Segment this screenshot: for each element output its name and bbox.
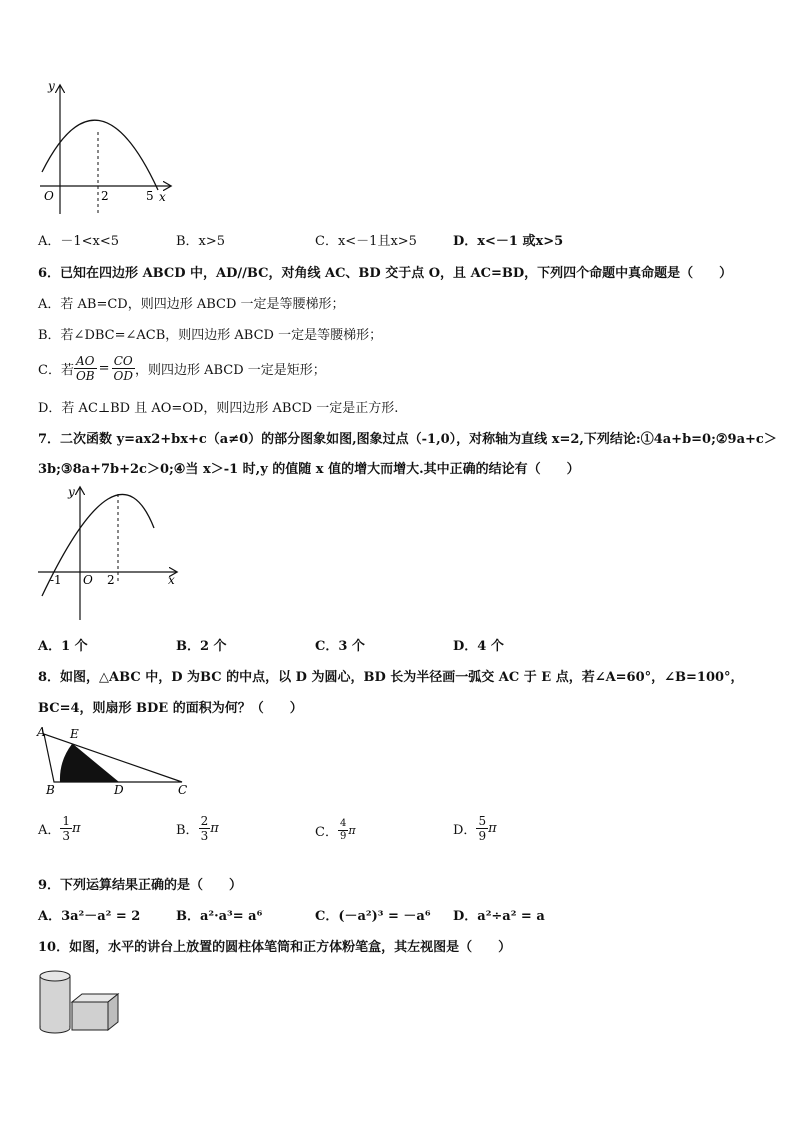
q6-option-c[interactable]	[38, 348, 326, 388]
q7-stem-line1: 7．二次函数 y=ax2+bx+c（a≠0）的部分图象如图,图象过点（-1,0），对称轴为直线 x=2,下列结论:①4a+b=0;②9a+c＞	[38, 432, 777, 447]
q8-stem-line2: BC=4，则扇形 BDE 的面积为何？（ ）	[38, 701, 303, 716]
q5-option-b[interactable]: B．x>5	[176, 234, 226, 249]
q6-c-prefix: C．若	[38, 362, 74, 378]
pi-symbol: π	[488, 821, 497, 836]
y-label: y	[68, 485, 75, 499]
q8-option-b[interactable]	[176, 814, 219, 843]
q5-parabola-figure	[38, 80, 178, 220]
q6-c-fraction-ao-ob: $\frac{AO}{OB}$	[75, 353, 95, 383]
x-label: x	[168, 573, 175, 587]
q7-option-d[interactable]: D．4 个	[453, 639, 504, 654]
tick-2-label: 2	[101, 189, 109, 203]
q6-c-suffix: ，则四边形 ABCD 一定是矩形；	[134, 362, 326, 378]
label-b: B	[46, 783, 55, 797]
q8-d-fraction: $\frac{5}{9}$	[478, 814, 487, 843]
origin-label: O	[44, 189, 54, 203]
q7-option-c[interactable]: C．3 个	[315, 639, 365, 654]
q7-parabola-figure	[36, 484, 186, 624]
q8-d-label: D．	[453, 823, 477, 838]
pi-symbol: π	[210, 821, 219, 836]
q7-option-b[interactable]: B．2 个	[176, 639, 227, 654]
q6-option-b[interactable]: B．若∠DBC=∠ACB，则四边形 ABCD 一定是等腰梯形；	[38, 328, 383, 343]
q9-option-d[interactable]: D．a²÷a² = a	[453, 909, 545, 924]
q9-stem: 9．下列运算结果正确的是（ ）	[38, 878, 243, 893]
q8-b-fraction: $\frac{2}{3}$	[200, 814, 209, 843]
q5-option-d[interactable]: D．x<－1 或x>5	[453, 234, 564, 249]
label-a: A	[37, 725, 46, 739]
q6-option-d[interactable]: D．若 AC⊥BD 且 AO=OD，则四边形 ABCD 一定是正方形.	[38, 401, 399, 416]
y-label: y	[48, 80, 55, 93]
q8-a-label: A．	[38, 823, 61, 838]
label-c: C	[178, 783, 188, 797]
cylinder-cover	[41, 976, 70, 1028]
pi-symbol: π	[348, 824, 356, 837]
q8-option-c[interactable]	[315, 818, 356, 843]
q7-stem-line2: 3b;③8a+7b+2c＞0;④当 x＞-1 时,y 的值随 x 值的增大而增大.其中正确的结论有（ ）	[38, 462, 580, 477]
pi-symbol: π	[72, 821, 81, 836]
q8-c-fraction: $\frac{4}{9}$	[339, 818, 347, 842]
tick-2-label: 2	[107, 573, 115, 587]
q6-c-equals: =	[98, 360, 110, 376]
neg1-label: -1	[50, 573, 62, 587]
label-d: D	[114, 783, 124, 797]
q10-stem: 10．如图，水平的讲台上放置的圆柱体笔筒和正方体粉笔盒，其左视图是（ ）	[38, 940, 512, 955]
x-label: x	[159, 190, 166, 204]
q5-option-c[interactable]: C．x<－1且x>5	[315, 234, 417, 249]
q9-option-a[interactable]: A．3a²－a² = 2	[38, 909, 141, 924]
q7-option-a[interactable]: A．1 个	[38, 639, 88, 654]
q10-cylinder-cube-figure	[36, 966, 126, 1036]
q8-b-label: B．	[176, 823, 199, 838]
q6-option-a[interactable]: A．若 AB=CD，则四边形 ABCD 一定是等腰梯形；	[38, 297, 345, 312]
q8-triangle-figure	[34, 722, 194, 798]
q9-option-c[interactable]: C．(－a²)³ = －a⁶	[315, 909, 431, 924]
origin-label: O	[83, 573, 93, 587]
q8-a-fraction: $\frac{1}{3}$	[62, 814, 71, 843]
label-e: E	[70, 727, 79, 741]
q6-c-fraction-co-od: $\frac{CO}{OD}$	[113, 353, 133, 383]
q8-stem-line1: 8．如图，△ABC 中，D 为BC 的中点，以 D 为圆心，BD 长为半径画一弧交 AC 于 E 点，若∠A=60°，∠B=100°，	[38, 670, 744, 685]
q5-option-a[interactable]: A．－1<x<5	[38, 234, 120, 249]
cube-front	[72, 1002, 108, 1030]
q8-option-a[interactable]	[38, 814, 81, 843]
q8-c-label: C．	[315, 825, 338, 840]
q6-stem: 6．已知在四边形 ABCD 中，AD//BC，对角线 AC、BD 交于点 O，且 AC=BD，下列四个命题中真命题是（ ）	[38, 266, 733, 281]
q8-option-d[interactable]	[453, 814, 497, 843]
cylinder-top	[40, 971, 70, 981]
q9-option-b[interactable]: B．a²·a³= a⁶	[176, 909, 263, 924]
tick-5-label: 5	[146, 189, 154, 203]
